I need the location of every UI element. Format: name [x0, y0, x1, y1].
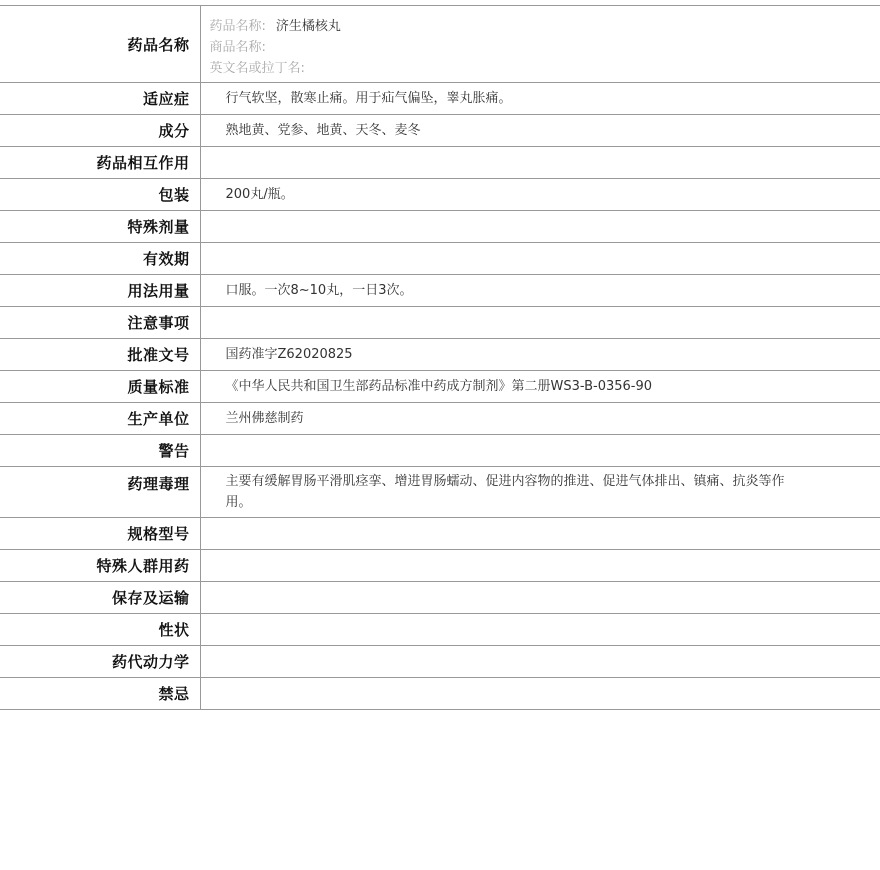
row-value-specification [200, 518, 880, 550]
row-packaging [0, 179, 880, 211]
row-label-quality-standard: 质量标准 [0, 371, 200, 403]
row-interactions [0, 147, 880, 179]
row-label-special-dosage: 特殊剂量 [0, 211, 200, 243]
row-value-special-populations [200, 550, 880, 582]
row-value-pharmacology: 主要有缓解胃肠平滑肌痉挛、增进胃肠蠕动、促进内容物的推进、促进气体排出、镇痛、抗炎等作用。 [200, 467, 880, 518]
drug-name-cell [200, 6, 880, 83]
row-value-contraindications [200, 678, 880, 710]
row-value-quality-standard: 《中华人民共和国卫生部药品标准中药成方制剂》第二册WS3-B-0356-90 [200, 371, 880, 403]
row-label-specification: 规格型号 [0, 518, 200, 550]
row-value-properties [200, 614, 880, 646]
row-label-warning: 警告 [0, 435, 200, 467]
row-value-storage-transport [200, 582, 880, 614]
row-label-pharmacology: 药理毒理 [0, 467, 200, 518]
row-value-precautions [200, 307, 880, 339]
trade-name-key: 商品名称: [209, 40, 266, 55]
trade-name-line [210, 37, 791, 58]
row-value-warning [200, 435, 880, 467]
row-label-packaging: 包装 [0, 179, 200, 211]
row-value-packaging: 200丸/瓶。 [200, 179, 880, 211]
row-value-expiry [200, 243, 880, 275]
row-ingredients [0, 115, 880, 147]
row-value-interactions [200, 147, 880, 179]
row-storage-transport [0, 582, 880, 614]
row-label-special-populations: 特殊人群用药 [0, 550, 200, 582]
latin-name-key: 英文名或拉丁名: [209, 61, 305, 76]
row-value-special-dosage [200, 211, 880, 243]
row-value-pharmacokinetics [200, 646, 880, 678]
row-manufacturer [0, 403, 880, 435]
drug-info-table [0, 5, 880, 710]
row-properties [0, 614, 880, 646]
row-label-properties: 性状 [0, 614, 200, 646]
row-approval-number [0, 339, 880, 371]
row-pharmacology [0, 467, 880, 518]
row-label-precautions: 注意事项 [0, 307, 200, 339]
generic-name-value: 济生橘核丸 [275, 19, 341, 34]
row-special-dosage [0, 211, 880, 243]
row-label-usage-dosage: 用法用量 [0, 275, 200, 307]
row-label-indications: 适应症 [0, 83, 200, 115]
row-specification [0, 518, 880, 550]
row-warning [0, 435, 880, 467]
row-drug-name [0, 6, 880, 83]
latin-name-line [210, 58, 791, 79]
row-value-manufacturer: 兰州佛慈制药 [200, 403, 880, 435]
row-label-approval-number: 批准文号 [0, 339, 200, 371]
row-label-ingredients: 成分 [0, 115, 200, 147]
row-label-storage-transport: 保存及运输 [0, 582, 200, 614]
row-contraindications [0, 678, 880, 710]
row-special-populations [0, 550, 880, 582]
row-indications [0, 83, 880, 115]
row-label-pharmacokinetics: 药代动力学 [0, 646, 200, 678]
row-label-expiry: 有效期 [0, 243, 200, 275]
row-expiry [0, 243, 880, 275]
row-label-drug-name: 药品名称 [0, 6, 200, 83]
row-value-indications: 行气软坚，散寒止痛。用于疝气偏坠，睾丸胀痛。 [200, 83, 880, 115]
generic-name-key: 药品名称: [209, 19, 266, 34]
row-value-approval-number: 国药准字Z62020825 [200, 339, 880, 371]
row-label-contraindications: 禁忌 [0, 678, 200, 710]
row-usage-dosage [0, 275, 880, 307]
row-value-ingredients: 熟地黄、党参、地黄、天冬、麦冬 [200, 115, 880, 147]
row-value-usage-dosage: 口服。一次8~10丸，一日3次。 [200, 275, 880, 307]
row-label-manufacturer: 生产单位 [0, 403, 200, 435]
generic-name-line [210, 16, 791, 37]
row-pharmacokinetics [0, 646, 880, 678]
row-quality-standard [0, 371, 880, 403]
row-precautions [0, 307, 880, 339]
row-label-interactions: 药品相互作用 [0, 147, 200, 179]
